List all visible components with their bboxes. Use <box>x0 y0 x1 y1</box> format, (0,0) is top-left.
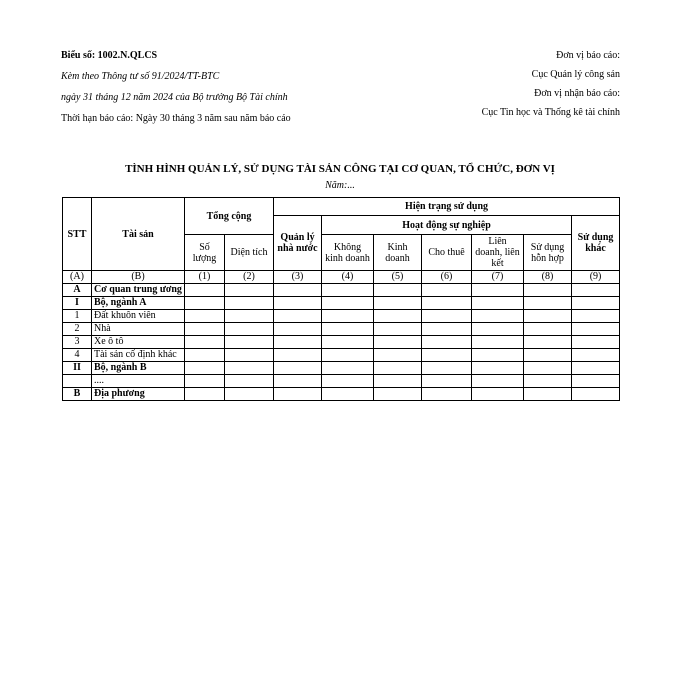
row-asset-name: Địa phương <box>92 388 185 401</box>
value-cell[interactable] <box>422 375 472 388</box>
value-cell[interactable] <box>422 349 472 362</box>
value-cell[interactable] <box>572 336 620 349</box>
header-total: Tổng cộng <box>185 198 274 235</box>
header-lease: Cho thuê <box>422 235 472 271</box>
value-cell[interactable] <box>274 388 322 401</box>
row-asset-name: .... <box>92 375 185 388</box>
value-cell[interactable] <box>225 297 274 310</box>
header-area: Diện tích <box>225 235 274 271</box>
value-cell[interactable] <box>472 297 524 310</box>
index-cell: (1) <box>185 271 225 284</box>
report-year: Năm:... <box>325 180 355 191</box>
value-cell[interactable] <box>472 323 524 336</box>
header-quantity: Số lượng <box>185 235 225 271</box>
table-row <box>63 284 620 297</box>
value-cell[interactable] <box>524 349 572 362</box>
value-cell[interactable] <box>374 284 422 297</box>
value-cell[interactable] <box>185 323 225 336</box>
value-cell[interactable] <box>225 388 274 401</box>
value-cell[interactable] <box>524 362 572 375</box>
header-non-business: Không kinh doanh <box>322 235 374 271</box>
value-cell[interactable] <box>374 323 422 336</box>
header-public-service: Hoạt động sự nghiệp <box>322 216 572 235</box>
table-row <box>63 310 620 323</box>
value-cell[interactable] <box>374 388 422 401</box>
index-cell: (4) <box>322 271 374 284</box>
row-stt: A <box>63 284 92 297</box>
value-cell[interactable] <box>524 388 572 401</box>
value-cell[interactable] <box>225 310 274 323</box>
value-cell[interactable] <box>274 375 322 388</box>
value-cell[interactable] <box>524 323 572 336</box>
value-cell[interactable] <box>185 349 225 362</box>
value-cell[interactable] <box>374 297 422 310</box>
value-cell[interactable] <box>572 284 620 297</box>
value-cell[interactable] <box>374 310 422 323</box>
value-cell[interactable] <box>185 297 225 310</box>
value-cell[interactable] <box>572 297 620 310</box>
value-cell[interactable] <box>472 284 524 297</box>
index-cell: (B) <box>92 271 185 284</box>
index-cell: (7) <box>472 271 524 284</box>
value-cell[interactable] <box>225 349 274 362</box>
value-cell[interactable] <box>524 297 572 310</box>
value-cell[interactable] <box>185 336 225 349</box>
row-asset-name: Bộ, ngành A <box>92 297 185 310</box>
row-asset-name: Nhà <box>92 323 185 336</box>
row-asset-name: Cơ quan trung ương <box>92 284 185 297</box>
reporting-unit: Cục Quản lý công sản <box>531 69 620 80</box>
table-row <box>63 336 620 349</box>
value-cell[interactable] <box>225 375 274 388</box>
circular-date: ngày 31 tháng 12 năm 2024 của Bộ trưởng Bộ Tài chính <box>61 92 288 103</box>
value-cell[interactable] <box>572 362 620 375</box>
table-row <box>63 323 620 336</box>
value-cell[interactable] <box>225 362 274 375</box>
value-cell[interactable] <box>572 310 620 323</box>
value-cell[interactable] <box>274 323 322 336</box>
value-cell[interactable] <box>572 388 620 401</box>
value-cell[interactable] <box>225 284 274 297</box>
value-cell[interactable] <box>524 284 572 297</box>
header-business: Kinh doanh <box>374 235 422 271</box>
attached-circular: Kèm theo Thông tư số 91/2024/TT-BTC <box>61 71 220 82</box>
index-cell: (8) <box>524 271 572 284</box>
row-asset-name: Xe ô tô <box>92 336 185 349</box>
row-stt: 3 <box>63 336 92 349</box>
row-stt: 4 <box>63 349 92 362</box>
table-row <box>63 297 620 310</box>
row-asset-name: Đất khuôn viên <box>92 310 185 323</box>
row-stt: 2 <box>63 323 92 336</box>
value-cell[interactable] <box>422 336 472 349</box>
index-cell: (9) <box>572 271 620 284</box>
form-code: Biểu số: 1002.N.QLCS <box>61 50 158 61</box>
value-cell[interactable] <box>472 388 524 401</box>
header-joint-venture: Liên doanh, liên kết <box>472 235 524 271</box>
index-cell: (6) <box>422 271 472 284</box>
receiving-unit: Cục Tin học và Thống kê tài chính <box>481 107 620 118</box>
table-body <box>63 284 620 401</box>
header-state-management: Quản lý nhà nước <box>274 216 322 271</box>
value-cell[interactable] <box>422 284 472 297</box>
value-cell[interactable] <box>274 284 322 297</box>
value-cell[interactable] <box>374 336 422 349</box>
row-asset-name: Bộ, ngành B <box>92 362 185 375</box>
table-row <box>63 375 620 388</box>
table-row <box>63 388 620 401</box>
value-cell[interactable] <box>274 310 322 323</box>
value-cell[interactable] <box>322 362 374 375</box>
value-cell[interactable] <box>322 375 374 388</box>
report-title: TÌNH HÌNH QUẢN LÝ, SỬ DỤNG TÀI SẢN CÔNG TẠI CƠ QUAN, TỔ CHỨC, ĐƠN VỊ <box>125 163 555 175</box>
table-row <box>63 349 620 362</box>
header-mixed-use: Sử dụng hỗn hợp <box>524 235 572 271</box>
index-cell: (5) <box>374 271 422 284</box>
value-cell[interactable] <box>322 297 374 310</box>
value-cell[interactable] <box>374 349 422 362</box>
value-cell[interactable] <box>185 310 225 323</box>
receiving-unit-label: Đơn vị nhận báo cáo: <box>534 88 620 99</box>
value-cell[interactable] <box>225 323 274 336</box>
value-cell[interactable] <box>572 323 620 336</box>
value-cell[interactable] <box>472 375 524 388</box>
reporting-unit-label: Đơn vị báo cáo: <box>556 50 620 61</box>
value-cell[interactable] <box>472 310 524 323</box>
value-cell[interactable] <box>572 375 620 388</box>
value-cell[interactable] <box>422 323 472 336</box>
table-row <box>63 362 620 375</box>
value-cell[interactable] <box>185 362 225 375</box>
value-cell[interactable] <box>422 310 472 323</box>
value-cell[interactable] <box>185 388 225 401</box>
value-cell[interactable] <box>524 310 572 323</box>
value-cell[interactable] <box>274 297 322 310</box>
row-stt: I <box>63 297 92 310</box>
row-asset-name: Tài sản cố định khác <box>92 349 185 362</box>
row-stt: B <box>63 388 92 401</box>
form-header-right <box>482 50 620 126</box>
value-cell[interactable] <box>422 388 472 401</box>
value-cell[interactable] <box>524 336 572 349</box>
value-cell[interactable] <box>225 336 274 349</box>
column-index-row <box>63 271 620 284</box>
value-cell[interactable] <box>524 375 572 388</box>
value-cell[interactable] <box>322 310 374 323</box>
row-stt: 1 <box>63 310 92 323</box>
value-cell[interactable] <box>374 362 422 375</box>
row-stt <box>63 375 92 388</box>
value-cell[interactable] <box>472 349 524 362</box>
value-cell[interactable] <box>322 284 374 297</box>
value-cell[interactable] <box>274 349 322 362</box>
row-stt: II <box>63 362 92 375</box>
header-asset: Tài sản <box>92 198 185 271</box>
value-cell[interactable] <box>374 375 422 388</box>
report-deadline: Thời hạn báo cáo: Ngày 30 tháng 3 năm sau năm báo cáo <box>61 113 291 124</box>
value-cell[interactable] <box>472 362 524 375</box>
value-cell[interactable] <box>572 349 620 362</box>
index-cell: (2) <box>225 271 274 284</box>
value-cell[interactable] <box>472 336 524 349</box>
value-cell[interactable] <box>322 349 374 362</box>
value-cell[interactable] <box>322 323 374 336</box>
value-cell[interactable] <box>322 336 374 349</box>
header-stt: STT <box>63 198 92 271</box>
asset-report-table <box>62 197 620 401</box>
index-cell: (A) <box>63 271 92 284</box>
value-cell[interactable] <box>185 375 225 388</box>
index-cell: (3) <box>274 271 322 284</box>
value-cell[interactable] <box>274 336 322 349</box>
header-other-use: Sử dụng khác <box>572 216 620 271</box>
value-cell[interactable] <box>274 362 322 375</box>
value-cell[interactable] <box>185 284 225 297</box>
value-cell[interactable] <box>422 362 472 375</box>
form-header-left <box>61 50 301 134</box>
value-cell[interactable] <box>422 297 472 310</box>
value-cell[interactable] <box>322 388 374 401</box>
header-usage-status: Hiện trạng sử dụng <box>274 198 620 216</box>
